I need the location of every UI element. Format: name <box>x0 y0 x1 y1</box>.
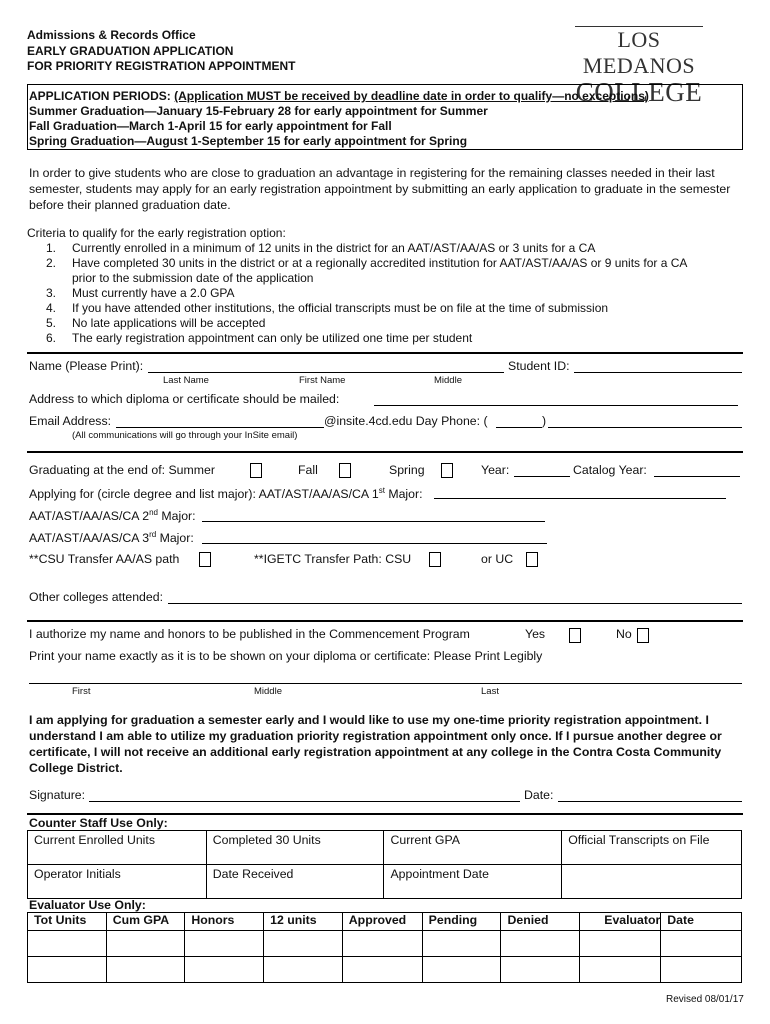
section-divider <box>27 620 743 622</box>
period-fall: Fall Graduation—March 1-April 15 for early appointment for Fall <box>29 119 392 133</box>
form-subtitle: FOR PRIORITY REGISTRATION APPOINTMENT <box>27 59 296 73</box>
list-item <box>46 241 687 256</box>
middle-caption-2: Middle <box>254 686 282 697</box>
table-cell[interactable] <box>661 957 742 983</box>
periods-heading <box>29 89 649 104</box>
address-input[interactable] <box>374 405 738 406</box>
other-colleges-input[interactable] <box>168 603 742 604</box>
yes-checkbox[interactable] <box>569 628 581 643</box>
major1-sup: st <box>378 486 385 495</box>
table-cell[interactable] <box>106 931 185 957</box>
other-colleges-label: Other colleges attended: <box>29 590 163 604</box>
period-spring: Spring Graduation—August 1-September 15 for early appointment for Spring <box>29 134 468 148</box>
list-item <box>46 331 687 346</box>
table-cell[interactable] <box>501 957 580 983</box>
header-block <box>27 28 295 75</box>
major3-input[interactable] <box>202 543 547 544</box>
list-item-number: 1. <box>46 241 57 255</box>
major2-word: Major: <box>157 509 196 524</box>
list-item-text: Must currently have a 2.0 GPA <box>72 286 235 300</box>
table-row <box>28 865 742 899</box>
criteria-title: Criteria to qualify for the early registration option: <box>27 226 286 240</box>
evaluator-title: Evaluator Use Only: <box>29 898 146 912</box>
table-cell[interactable] <box>580 931 661 957</box>
criteria-list <box>46 241 687 346</box>
email-note: (All communications will go through your InSite email) <box>72 430 298 441</box>
summer-checkbox[interactable] <box>250 463 262 478</box>
list-item-number: 4. <box>46 301 57 315</box>
list-item-text: Currently enrolled in a minimum of 12 units in the district for an AAT/AST/AA/AS or 3 units for a CA <box>72 241 596 255</box>
column-header: Honors <box>185 913 264 931</box>
list-item <box>46 271 687 286</box>
table-cell[interactable]: Official Transcripts on File <box>562 831 742 865</box>
table-cell[interactable] <box>342 931 422 957</box>
table-cell[interactable] <box>562 865 742 899</box>
table-cell[interactable]: Appointment Date <box>384 865 562 899</box>
list-item-text: prior to the submission date of the application <box>72 271 314 285</box>
table-cell[interactable] <box>422 957 501 983</box>
fall-label: Fall <box>298 463 318 477</box>
catalog-year-input[interactable] <box>654 476 740 477</box>
section-divider <box>27 451 743 453</box>
statement-paragraph: I am applying for graduation a semester early and I would like to use my one-time priority registration appointment. I understand I am able to utilize my graduation priority registration appointment only once. If I pursue another degree or certificate, I will not receive an additional early registration appointment at any college in the Contra Costa Community College District. <box>29 713 722 775</box>
phone-close-paren: ) <box>542 414 547 428</box>
intro-paragraph: In order to give students who are close to graduation an advantage in registering for the remaining classes needed in their last semester, students may apply for an early registration appointment by submitting an early application to graduate in the semester before their planned graduation date. <box>29 166 731 212</box>
catalog-year-label: Catalog Year: <box>573 463 647 477</box>
signature-input[interactable] <box>89 801 520 802</box>
table-cell[interactable]: Current Enrolled Units <box>28 831 207 865</box>
list-item-number <box>46 271 72 286</box>
table-row <box>28 931 742 957</box>
column-header: Approved <box>342 913 422 931</box>
email-input[interactable] <box>116 427 324 428</box>
list-item <box>46 256 687 271</box>
major1-label <box>29 486 423 501</box>
first-caption: First <box>72 686 91 697</box>
major2-text: AAT/AST/AA/AS/CA 2 <box>29 509 150 524</box>
list-item-number: 3. <box>46 286 57 300</box>
igetc-label: **IGETC Transfer Path: CSU <box>254 552 412 566</box>
table-cell[interactable] <box>501 931 580 957</box>
table-header-row <box>28 913 742 931</box>
periods-label: APPLICATION PERIODS: <box>29 89 175 103</box>
list-item-number: 5. <box>46 316 57 330</box>
column-header: Evaluator <box>580 913 661 931</box>
no-checkbox[interactable] <box>637 628 649 643</box>
table-cell[interactable] <box>28 957 107 983</box>
spring-label: Spring <box>389 463 425 477</box>
table-row <box>28 957 742 983</box>
major3-sup: rd <box>149 530 157 539</box>
igetc-uc-checkbox[interactable] <box>526 552 538 567</box>
logo-line1: LOS MEDANOS <box>582 27 696 78</box>
diploma-name-input[interactable] <box>29 683 742 684</box>
signature-label: Signature: <box>29 788 86 802</box>
last-caption: Last <box>481 686 499 697</box>
phone-input[interactable] <box>548 427 742 428</box>
list-item-text: The early registration appointment can only be utilized one time per student <box>72 331 473 345</box>
column-header: 12 units <box>264 913 343 931</box>
revision-date: Revised 08/01/17 <box>666 994 744 1005</box>
address-label: Address to which diploma or certificate should be mailed: <box>29 392 340 406</box>
major2-sup: nd <box>149 508 158 517</box>
table-cell[interactable] <box>106 957 185 983</box>
section-divider <box>27 813 743 815</box>
column-header: Cum GPA <box>106 913 185 931</box>
name-input[interactable] <box>148 372 504 373</box>
table-cell[interactable] <box>185 957 264 983</box>
middle-caption: Middle <box>434 375 462 386</box>
email-label: Email Address: <box>29 414 112 428</box>
periods-notice: (Application MUST be received by deadline date in order to qualify—no exceptions) <box>174 89 649 103</box>
igetc-csu-checkbox[interactable] <box>429 552 441 567</box>
or-uc-label: or UC <box>481 552 514 566</box>
table-cell[interactable] <box>28 931 107 957</box>
student-id-label: Student ID: <box>508 359 570 373</box>
list-item <box>46 316 687 331</box>
name-label: Name (Please Print): <box>29 359 144 373</box>
phone-area-input[interactable] <box>496 427 542 428</box>
table-cell[interactable]: Date Received <box>206 865 384 899</box>
major1-word: Major: <box>384 487 423 502</box>
email-domain: @insite.4cd.edu Day Phone: ( <box>324 414 488 428</box>
table-cell[interactable] <box>264 957 343 983</box>
office-name: Admissions & Records Office <box>27 28 196 42</box>
list-item-text: No late applications will be accepted <box>72 316 266 330</box>
major3-label <box>29 530 194 545</box>
list-item-text: Have completed 30 units in the district or at a regionally accredited institution for AAT/AST/AA/AS or 9 units for a CA <box>72 256 688 270</box>
column-header: Date <box>661 913 742 931</box>
list-item <box>46 301 687 316</box>
table-cell[interactable] <box>342 957 422 983</box>
column-header: Denied <box>501 913 580 931</box>
major2-input[interactable] <box>202 521 545 522</box>
major2-label <box>29 508 196 523</box>
major3-text: AAT/AST/AA/AS/CA 3 <box>29 531 150 546</box>
date-label: Date: <box>524 788 554 802</box>
year-input[interactable] <box>514 476 570 477</box>
year-label: Year: <box>481 463 510 477</box>
form-title: EARLY GRADUATION APPLICATION <box>27 43 234 58</box>
date-input[interactable] <box>558 801 742 802</box>
first-name-caption: First Name <box>299 375 346 386</box>
spring-checkbox[interactable] <box>441 463 453 478</box>
table-cell[interactable] <box>185 931 264 957</box>
evaluator-table <box>27 912 742 983</box>
major1-text: Applying for (circle degree and list major): AAT/AST/AA/AS/CA 1 <box>29 487 379 502</box>
table-cell[interactable] <box>422 931 501 957</box>
graduating-label: Graduating at the end of: Summer <box>29 463 215 477</box>
major3-word: Major: <box>156 531 194 546</box>
counter-staff-title: Counter Staff Use Only: <box>29 816 168 830</box>
csu-transfer-checkbox[interactable] <box>199 552 211 567</box>
yes-label: Yes <box>525 627 546 641</box>
table-row <box>28 831 742 865</box>
table-cell[interactable]: Completed 30 Units <box>206 831 384 865</box>
list-item-text: If you have attended other institutions, the official transcripts must be on file at the time of submission <box>72 301 609 315</box>
list-item-number: 6. <box>46 331 57 345</box>
table-cell[interactable]: Operator Initials <box>28 865 207 899</box>
major1-input[interactable] <box>434 498 726 499</box>
last-name-caption: Last Name <box>163 375 209 386</box>
print-name-label: Print your name exactly as it is to be shown on your diploma or certificate: Please Print Legibly <box>29 649 543 663</box>
table-cell[interactable] <box>264 931 343 957</box>
counter-staff-table <box>27 830 742 899</box>
section-divider <box>27 352 743 354</box>
logo-line2: COLLEGE <box>575 77 703 107</box>
list-item-number: 2. <box>46 256 57 270</box>
table-cell[interactable]: Current GPA <box>384 831 562 865</box>
student-id-input[interactable] <box>574 372 742 373</box>
table-cell[interactable] <box>661 931 742 957</box>
fall-checkbox[interactable] <box>339 463 351 478</box>
column-header: Tot Units <box>28 913 107 931</box>
table-cell[interactable] <box>580 957 661 983</box>
list-item <box>46 286 687 301</box>
column-header: Pending <box>422 913 501 931</box>
period-summer: Summer Graduation—January 15-February 28 for early appointment for Summer <box>29 104 488 118</box>
no-label: No <box>616 627 632 641</box>
csu-transfer-label: **CSU Transfer AA/AS path <box>29 552 180 566</box>
authorize-label: I authorize my name and honors to be published in the Commencement Program <box>29 627 470 641</box>
